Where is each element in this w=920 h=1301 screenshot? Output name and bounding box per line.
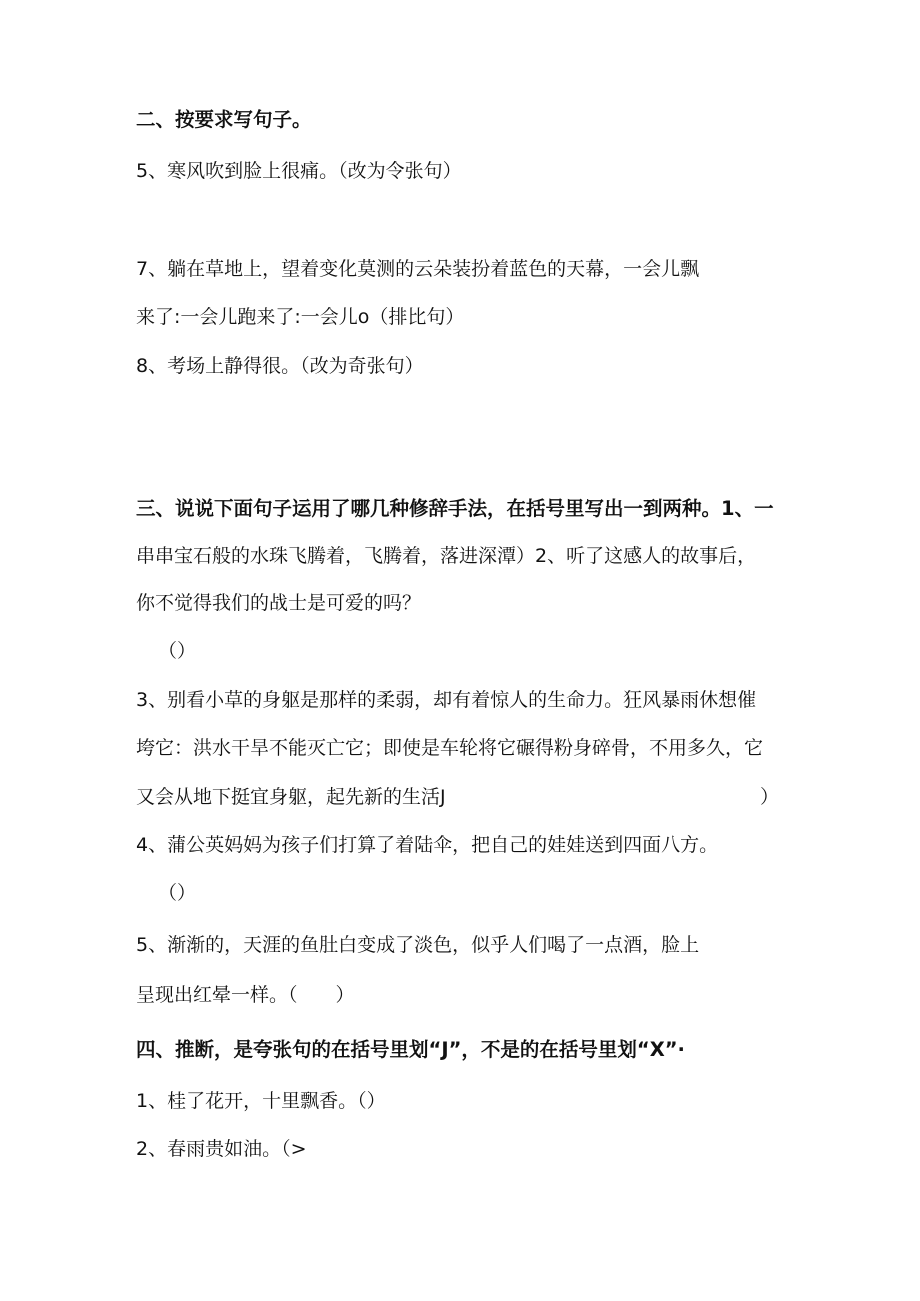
question-3-line-1: 3、别看小草的身躯是那样的柔弱，却有着惊人的生命力。狂风暴雨休想催 <box>136 689 757 711</box>
question-5: 5、寒风吹到脸上很痛。（改为令张句） <box>136 160 462 182</box>
question-4: 4、蒲公英妈妈为孩子们打算了着陆伞，把自己的娃娃送到四面八方。 <box>136 834 719 856</box>
section-3-heading-line-2: 串串宝石般的水珠飞腾着，飞腾着，落进深潭）2、听了这感人的故事后， <box>136 545 757 567</box>
question-2: 2、春雨贵如油。（> <box>136 1138 307 1160</box>
question-5-line-2: 呈现出红晕一样。（ ） <box>136 984 355 1006</box>
question-1: 1、桂了花开，十里飘香。（） <box>136 1090 386 1112</box>
answer-blank-1: （） <box>158 640 197 662</box>
section-3-heading-line-3: 你不觉得我们的战士是可爱的吗？ <box>136 592 422 614</box>
section-4-heading: 四、推断，是夸张句的在括号里划“J”，不是的在括号里划“X”· <box>136 1038 685 1061</box>
question-7-line-1: 7、躺在草地上，望着变化莫测的云朵装扮着蓝色的天幕，一会儿飘 <box>136 258 700 280</box>
question-3-line-2: 垮它：洪水干旱不能灭亡它；即使是车轮将它碾得粉身碎骨，不用多久，它 <box>136 737 764 759</box>
question-3-close-paren: ） <box>760 786 780 808</box>
question-3-line-3: 又会从地下挺宜身躯，起先新的生活J <box>136 786 446 808</box>
question-5-line-1: 5、渐渐的，天涯的鱼肚白变成了淡色，似乎人们喝了一点酒，脸上 <box>136 934 700 956</box>
section-2-heading: 二、按要求写句子。 <box>136 108 312 131</box>
question-8: 8、考场上静得很。（改为奇张句） <box>136 355 424 377</box>
section-3-heading-line-1: 三、说说下面句子运用了哪几种修辞手法，在括号里写出一到两种。1、一 <box>136 497 774 520</box>
question-7-line-2: 来了:一会儿跑来了:一会儿o（排比句） <box>136 306 465 328</box>
answer-blank-2: （） <box>158 882 197 904</box>
